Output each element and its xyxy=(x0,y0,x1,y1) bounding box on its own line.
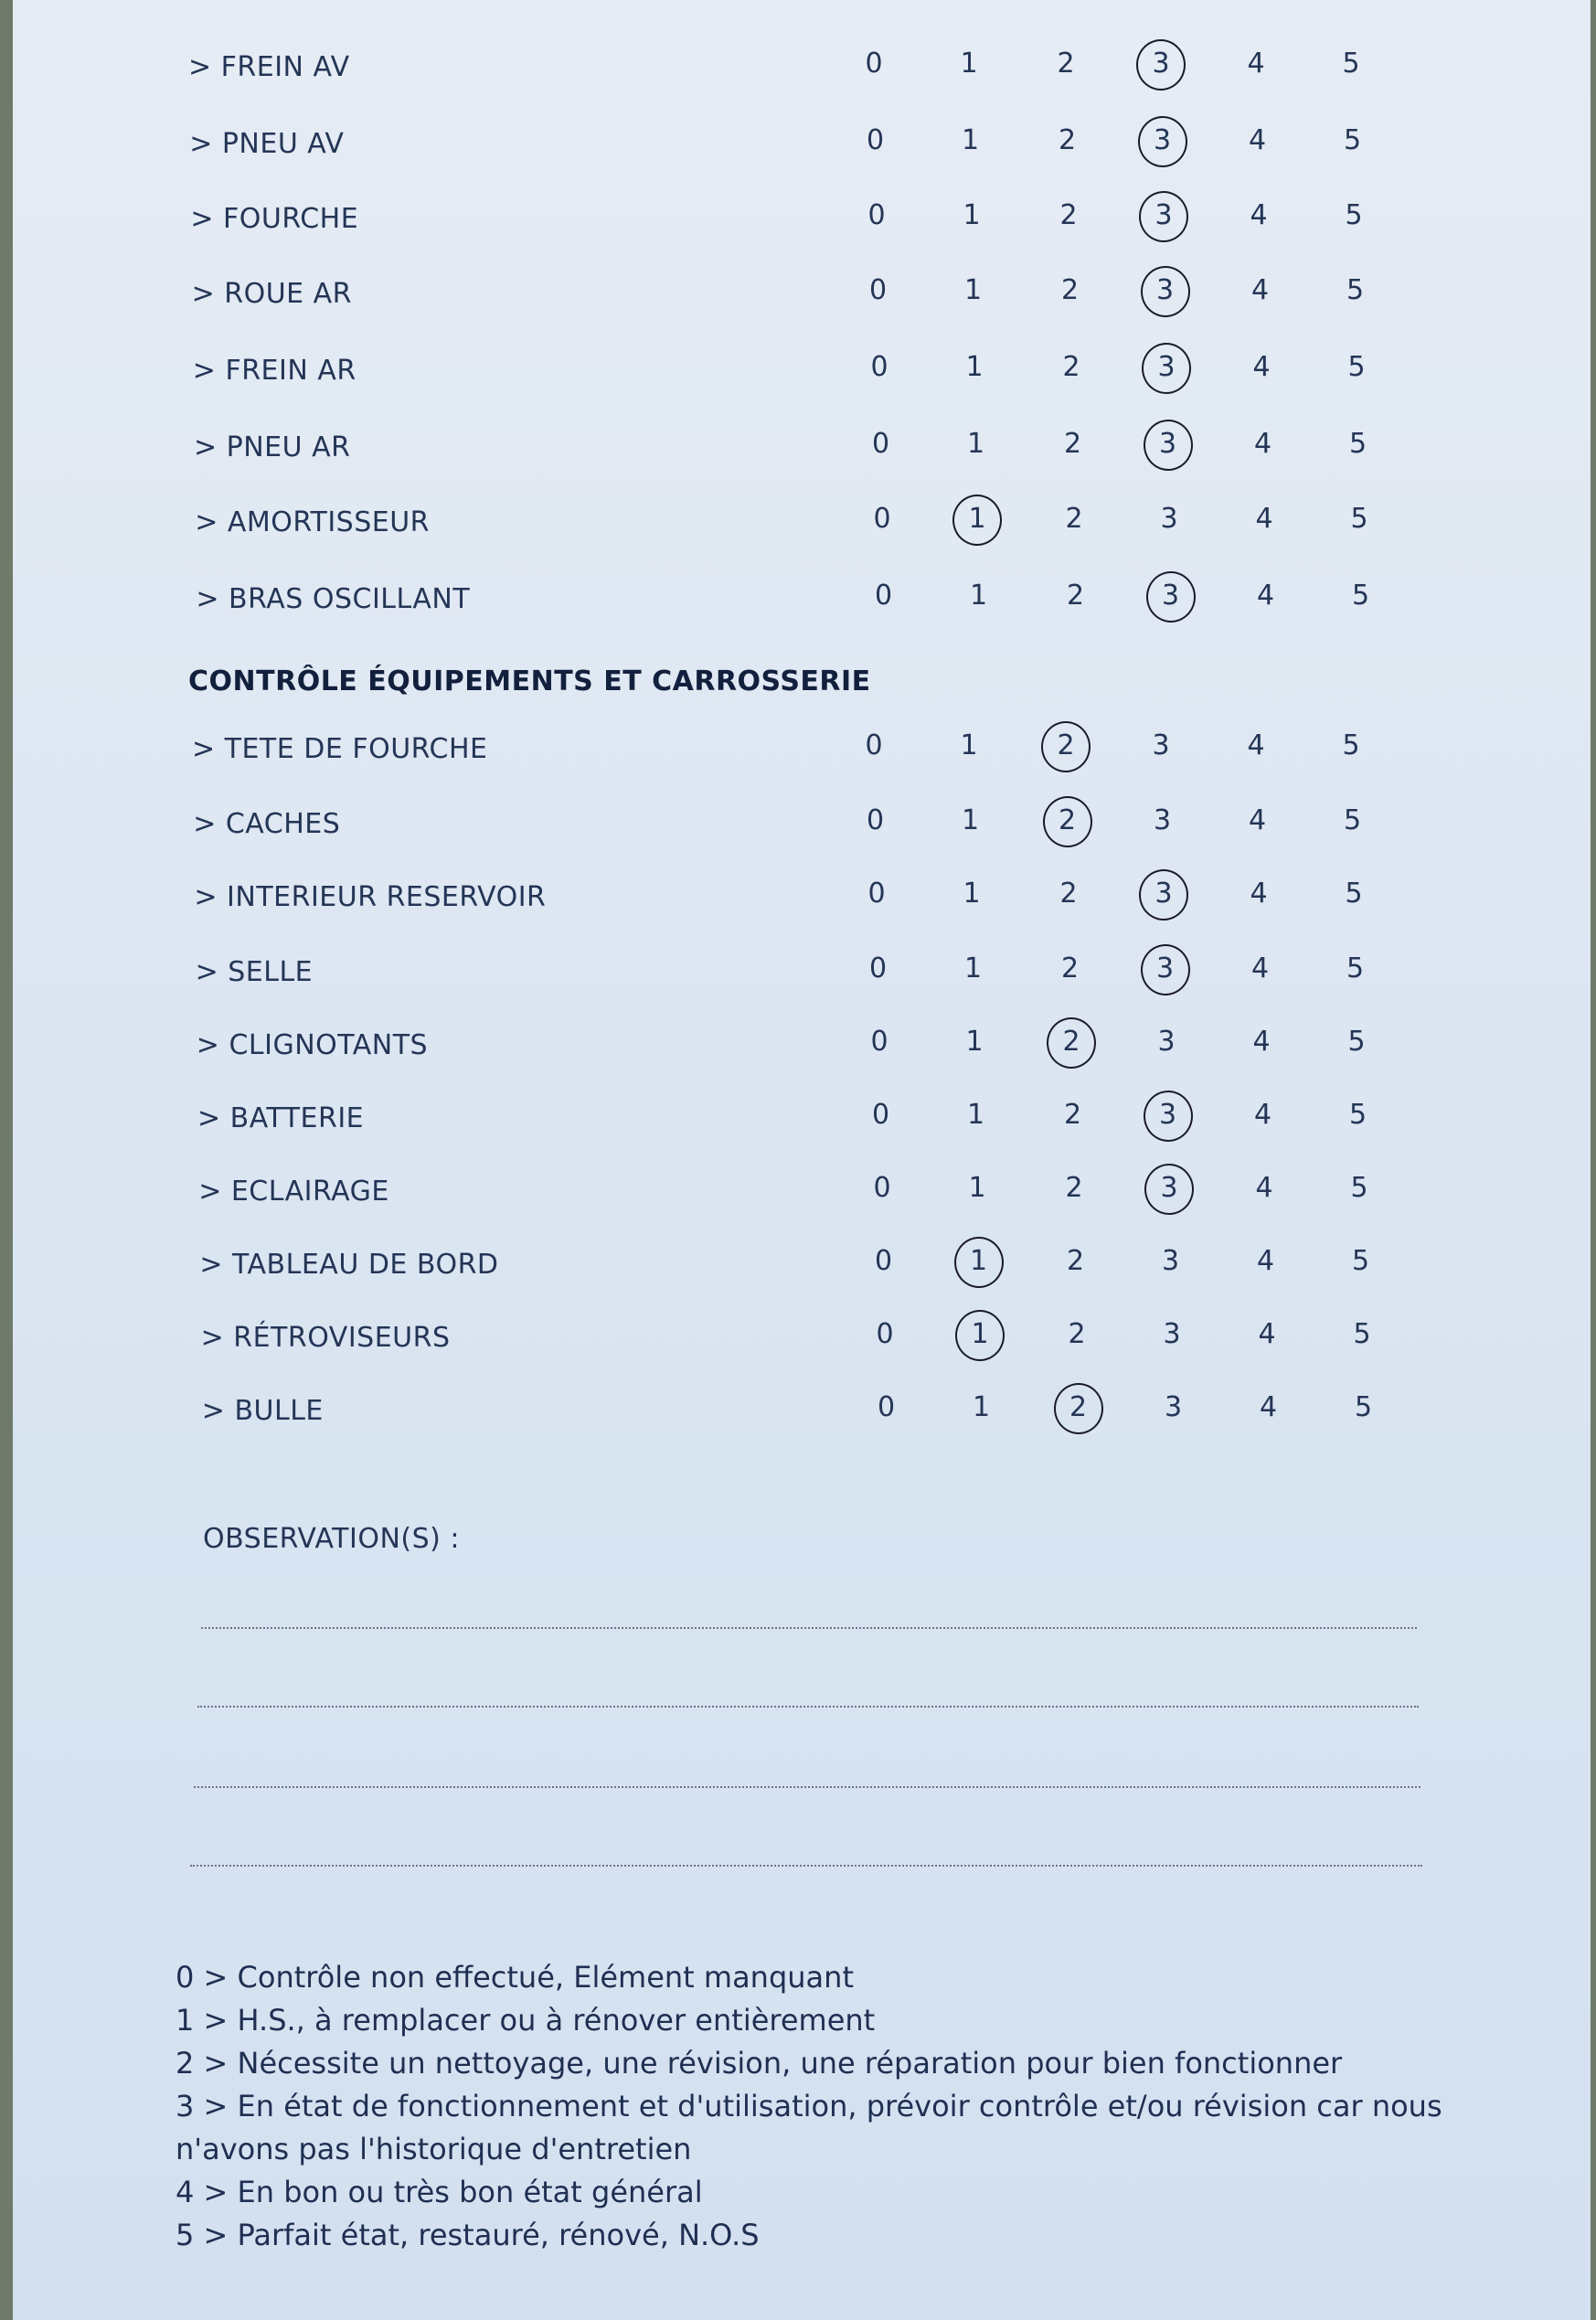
rating-option-1[interactable]: 1 xyxy=(969,580,988,612)
rating-option-2[interactable]: 2 xyxy=(1057,48,1075,80)
equipment-row xyxy=(13,1026,1591,1090)
chevron-icon: > xyxy=(193,808,217,840)
rating-option-5[interactable]: 5 xyxy=(1343,124,1362,156)
legend-item-2: 2 > Nécessite un nettoyage, une révision, une réparation pour bien fonctionner xyxy=(176,2046,1343,2081)
row-label xyxy=(198,1174,389,1210)
row-label xyxy=(190,201,358,238)
rating-option-0[interactable]: 0 xyxy=(871,428,890,460)
chevron-icon: > xyxy=(199,1249,224,1281)
row-label xyxy=(189,126,344,163)
row-label xyxy=(188,49,350,86)
row-label-text: CLIGNOTANTS xyxy=(229,1029,429,1061)
rating-option-5[interactable]: 5 xyxy=(1354,1391,1373,1423)
rating-option-1[interactable]: 1 xyxy=(960,48,978,80)
rating-option-3[interactable]: 3 xyxy=(1136,867,1191,921)
rating-option-2[interactable]: 2 xyxy=(1066,580,1085,612)
rating-option-1[interactable]: 1 xyxy=(965,1026,984,1058)
row-label xyxy=(202,1393,324,1430)
row-label-text: BULLE xyxy=(234,1395,324,1427)
chevron-icon: > xyxy=(201,1395,226,1427)
rating-option-0[interactable]: 0 xyxy=(867,878,886,910)
rating-option-5[interactable]: 5 xyxy=(1342,48,1360,80)
rating-option-1[interactable]: 1 xyxy=(963,199,981,231)
rating-option-5[interactable]: 5 xyxy=(1347,351,1366,383)
rating-option-4[interactable]: 4 xyxy=(1250,199,1268,231)
equipment-row xyxy=(13,1318,1591,1382)
rating-option-0[interactable]: 0 xyxy=(874,580,893,612)
row-label xyxy=(192,731,487,768)
row-label xyxy=(199,1247,498,1283)
mechanical-row xyxy=(13,274,1591,338)
rating-option-1[interactable]: 1 xyxy=(968,1172,986,1204)
inspection-sheet xyxy=(13,0,1591,2320)
rating-option-2[interactable]: 2 xyxy=(1062,351,1080,383)
rating-option-4[interactable]: 4 xyxy=(1256,580,1275,612)
chevron-icon: > xyxy=(189,128,213,160)
row-label-text: PNEU AR xyxy=(226,431,351,463)
rating-option-3[interactable]: 3 xyxy=(1163,1318,1181,1350)
rating-option-2[interactable]: 2 xyxy=(1068,1318,1086,1350)
legend-item-0: 0 > Contrôle non effectué, Elément manquant xyxy=(176,1960,854,1995)
rating-option-1[interactable]: 1 xyxy=(961,804,980,836)
chevron-icon: > xyxy=(190,203,215,235)
rating-option-4[interactable]: 4 xyxy=(1253,428,1272,460)
observation-line-4[interactable] xyxy=(190,1865,1422,1867)
chevron-icon: > xyxy=(192,355,217,387)
rating-option-0[interactable]: 0 xyxy=(868,952,888,984)
rating-option-5[interactable]: 5 xyxy=(1345,878,1363,910)
chevron-icon: > xyxy=(188,51,212,83)
rating-option-2[interactable]: 2 xyxy=(1040,793,1095,848)
rating-option-3[interactable]: 3 xyxy=(1152,729,1170,761)
rating-option-5[interactable]: 5 xyxy=(1350,1172,1368,1204)
rating-option-4[interactable]: 4 xyxy=(1248,804,1267,836)
mechanical-row xyxy=(13,503,1591,567)
rating-option-1[interactable]: 1 xyxy=(950,492,1005,547)
equipment-row xyxy=(13,804,1591,868)
rating-option-1[interactable]: 1 xyxy=(972,1391,991,1423)
mechanical-row xyxy=(13,124,1591,188)
rating-option-2[interactable]: 2 xyxy=(1063,1099,1082,1131)
rating-option-3[interactable]: 3 xyxy=(1133,37,1188,91)
rating-option-0[interactable]: 0 xyxy=(866,124,885,156)
rating-option-4[interactable]: 4 xyxy=(1255,1172,1273,1204)
rating-option-5[interactable]: 5 xyxy=(1343,804,1362,836)
mechanical-row xyxy=(13,580,1591,644)
mechanical-row xyxy=(13,199,1591,263)
row-label xyxy=(193,353,356,389)
rating-option-1[interactable]: 1 xyxy=(966,428,985,460)
rating-option-1[interactable]: 1 xyxy=(961,124,980,156)
rating-option-3[interactable]: 3 xyxy=(1161,1245,1180,1277)
rating-option-5[interactable]: 5 xyxy=(1346,952,1365,984)
legend-item-3: 3 > En état de fonctionnement et d'utilisation, prévoir contrôle et/ou révision car nous n'avons pas l'historique d'entretien xyxy=(176,2089,1442,2166)
rating-option-4[interactable]: 4 xyxy=(1247,729,1265,761)
rating-option-1[interactable]: 1 xyxy=(952,1307,1007,1362)
rating-option-3[interactable]: 3 xyxy=(1135,113,1190,168)
rating-option-5[interactable]: 5 xyxy=(1348,428,1367,460)
rating-option-1[interactable]: 1 xyxy=(952,1234,1006,1289)
equipment-row xyxy=(13,1245,1591,1309)
rating-option-2[interactable]: 2 xyxy=(1065,503,1083,535)
rating-option-2[interactable]: 2 xyxy=(1051,1380,1106,1435)
rating-option-4[interactable]: 4 xyxy=(1247,48,1265,80)
rating-option-0[interactable]: 0 xyxy=(877,1391,896,1423)
rating-option-2[interactable]: 2 xyxy=(1044,1015,1099,1070)
rating-option-5[interactable]: 5 xyxy=(1351,580,1370,612)
row-label-text: INTERIEUR RESERVOIR xyxy=(227,881,547,913)
row-label-text: BRAS OSCILLANT xyxy=(229,583,471,615)
rating-option-2[interactable]: 2 xyxy=(1065,1172,1083,1204)
rating-option-1[interactable]: 1 xyxy=(960,729,978,761)
rating-option-3[interactable]: 3 xyxy=(1153,804,1172,836)
row-label xyxy=(195,505,430,541)
observation-line-2[interactable] xyxy=(197,1706,1419,1708)
chevron-icon: > xyxy=(195,956,219,988)
rating-option-2[interactable]: 2 xyxy=(1038,718,1093,773)
rating-legend xyxy=(176,1956,1455,2257)
rating-option-5[interactable]: 5 xyxy=(1351,1245,1370,1277)
rating-option-5[interactable]: 5 xyxy=(1353,1318,1371,1350)
rating-option-2[interactable]: 2 xyxy=(1059,199,1078,231)
rating-option-3[interactable]: 3 xyxy=(1164,1391,1183,1423)
equipment-row xyxy=(13,1172,1591,1236)
row-label xyxy=(197,1101,364,1137)
row-label xyxy=(194,430,351,466)
row-label-text: RÉTROVISEURS xyxy=(233,1322,451,1354)
rating-option-0[interactable]: 0 xyxy=(868,274,888,306)
rating-option-2[interactable]: 2 xyxy=(1058,124,1077,156)
observations-label: OBSERVATION(S) : xyxy=(203,1523,460,1555)
legend-item-1: 1 > H.S., à remplacer ou à rénover entièrement xyxy=(176,2003,876,2038)
row-label xyxy=(197,1027,428,1064)
row-label-text: CACHES xyxy=(225,808,341,840)
mechanical-row xyxy=(13,428,1591,492)
rating-option-5[interactable]: 5 xyxy=(1345,199,1363,231)
row-label xyxy=(196,581,470,618)
rating-option-0[interactable]: 0 xyxy=(865,48,883,80)
rating-option-4[interactable]: 4 xyxy=(1250,274,1270,306)
observation-line-3[interactable] xyxy=(194,1786,1420,1788)
row-label-text: FOURCHE xyxy=(223,203,359,235)
observation-line-1[interactable] xyxy=(201,1627,1417,1629)
rating-option-4[interactable]: 4 xyxy=(1252,351,1271,383)
mechanical-row xyxy=(13,48,1591,112)
rating-option-2[interactable]: 2 xyxy=(1063,428,1082,460)
rating-option-4[interactable]: 4 xyxy=(1250,952,1270,984)
row-label xyxy=(196,954,314,991)
chevron-icon: > xyxy=(196,1029,220,1061)
rating-option-5[interactable]: 5 xyxy=(1347,1026,1366,1058)
rating-option-2[interactable]: 2 xyxy=(1060,274,1080,306)
row-label xyxy=(194,879,546,916)
rating-option-3[interactable]: 3 xyxy=(1141,1088,1196,1143)
rating-option-3[interactable]: 3 xyxy=(1138,263,1193,318)
rating-option-3[interactable]: 3 xyxy=(1142,1161,1197,1216)
rating-option-4[interactable]: 4 xyxy=(1250,878,1268,910)
equipment-row xyxy=(13,1391,1591,1455)
chevron-icon: > xyxy=(191,278,216,310)
row-label-text: ECLAIRAGE xyxy=(230,1176,389,1208)
row-label-text: SELLE xyxy=(228,956,314,988)
rating-option-3[interactable]: 3 xyxy=(1144,569,1198,623)
rating-option-0[interactable]: 0 xyxy=(865,729,883,761)
rating-option-3[interactable]: 3 xyxy=(1138,942,1193,996)
chevron-icon: > xyxy=(200,1322,225,1354)
rating-option-0[interactable]: 0 xyxy=(871,1099,890,1131)
rating-option-0[interactable]: 0 xyxy=(873,503,891,535)
rating-option-0[interactable]: 0 xyxy=(867,199,886,231)
rating-option-0[interactable]: 0 xyxy=(874,1245,893,1277)
rating-option-0[interactable]: 0 xyxy=(866,804,885,836)
rating-option-0[interactable]: 0 xyxy=(870,1026,888,1058)
chevron-icon: > xyxy=(195,506,218,538)
legend-item-5: 5 > Parfait état, restauré, rénové, N.O.S xyxy=(176,2218,760,2252)
rating-option-5[interactable]: 5 xyxy=(1350,503,1368,535)
row-label xyxy=(193,806,340,843)
row-label-text: FREIN AR xyxy=(225,355,356,387)
chevron-icon: > xyxy=(194,431,218,463)
rating-option-0[interactable]: 0 xyxy=(870,351,888,383)
row-label xyxy=(192,276,352,313)
equipment-row xyxy=(13,729,1591,793)
rating-option-5[interactable]: 5 xyxy=(1342,729,1360,761)
rating-option-3[interactable]: 3 xyxy=(1136,188,1191,243)
rating-option-4[interactable]: 4 xyxy=(1258,1318,1276,1350)
rating-option-4[interactable]: 4 xyxy=(1255,503,1273,535)
chevron-icon: > xyxy=(196,583,220,615)
rating-option-3[interactable]: 3 xyxy=(1141,417,1196,472)
row-label-text: TABLEAU DE BORD xyxy=(232,1249,499,1281)
row-label-text: FREIN AV xyxy=(220,51,350,83)
rating-option-2[interactable]: 2 xyxy=(1059,878,1078,910)
chevron-icon: > xyxy=(192,733,216,765)
chevron-icon: > xyxy=(194,881,218,913)
equipment-row xyxy=(13,878,1591,942)
rating-option-1[interactable]: 1 xyxy=(963,274,983,306)
rating-option-4[interactable]: 4 xyxy=(1259,1391,1278,1423)
rating-option-3[interactable]: 3 xyxy=(1160,503,1178,535)
rating-option-4[interactable]: 4 xyxy=(1252,1026,1271,1058)
equipment-row xyxy=(13,1099,1591,1163)
rating-option-1[interactable]: 1 xyxy=(965,351,984,383)
row-label-text: PNEU AV xyxy=(221,128,345,160)
rating-option-3[interactable]: 3 xyxy=(1157,1026,1176,1058)
rating-option-1[interactable]: 1 xyxy=(966,1099,985,1131)
row-label-text: ROUE AR xyxy=(224,278,353,310)
legend-item-4: 4 > En bon ou très bon état général xyxy=(176,2175,703,2209)
rating-option-5[interactable]: 5 xyxy=(1346,274,1365,306)
rating-option-0[interactable]: 0 xyxy=(873,1172,891,1204)
equipment-row xyxy=(13,952,1591,1016)
row-label-text: TETE DE FOURCHE xyxy=(224,733,488,765)
mechanical-row xyxy=(13,351,1591,415)
rating-option-0[interactable]: 0 xyxy=(876,1318,894,1350)
rating-option-4[interactable]: 4 xyxy=(1256,1245,1275,1277)
section-title: CONTRÔLE ÉQUIPEMENTS ET CARROSSERIE xyxy=(188,665,871,697)
row-label-text: BATTERIE xyxy=(229,1102,365,1134)
rating-option-1[interactable]: 1 xyxy=(963,878,981,910)
rating-option-4[interactable]: 4 xyxy=(1248,124,1267,156)
chevron-icon: > xyxy=(197,1102,221,1134)
rating-option-3[interactable]: 3 xyxy=(1139,340,1194,395)
row-label-text: AMORTISSEUR xyxy=(227,506,431,538)
chevron-icon: > xyxy=(198,1176,222,1208)
rating-option-1[interactable]: 1 xyxy=(963,952,983,984)
rating-option-2[interactable]: 2 xyxy=(1066,1245,1085,1277)
rating-option-2[interactable]: 2 xyxy=(1060,952,1080,984)
rating-option-4[interactable]: 4 xyxy=(1253,1099,1272,1131)
row-label xyxy=(201,1320,451,1357)
rating-option-5[interactable]: 5 xyxy=(1348,1099,1367,1131)
